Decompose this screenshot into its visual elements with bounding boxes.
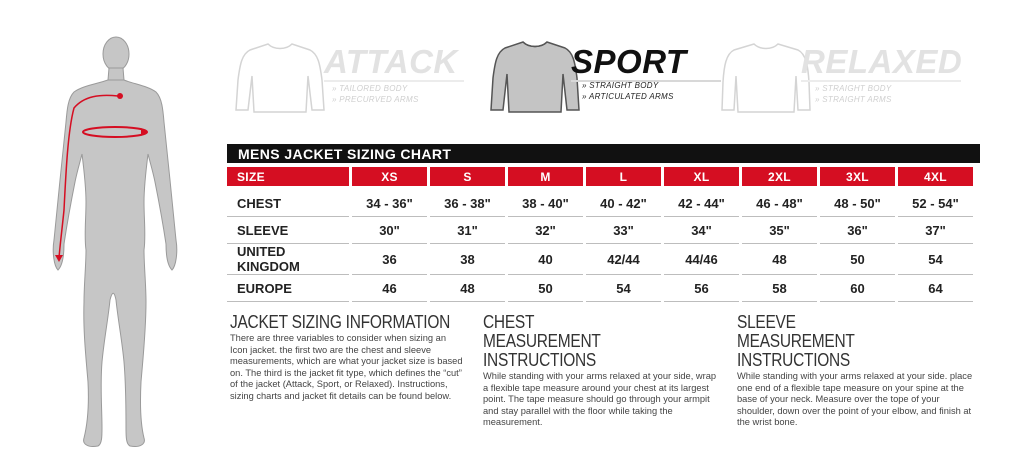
table-cell: 48 xyxy=(430,275,505,302)
jacket-sport-icon xyxy=(487,40,582,115)
chart-title-bar xyxy=(227,144,980,163)
info-title: CHEST MEASUREMENT INSTRUCTIONS xyxy=(483,312,601,370)
info-sleeve xyxy=(737,313,973,429)
table-cell: 34 - 36" xyxy=(352,186,427,217)
divider xyxy=(324,80,464,82)
table-row xyxy=(227,217,973,244)
info-title: SLEEVE MEASUREMENT INSTRUCTIONS xyxy=(737,312,855,370)
size-header: S xyxy=(430,167,505,186)
table-header-row xyxy=(227,167,973,186)
table-cell: 31" xyxy=(430,217,505,244)
size-header: XL xyxy=(664,167,739,186)
table-cell: 36 - 38" xyxy=(430,186,505,217)
table-cell: 48 xyxy=(742,244,817,275)
table-cell: 46 xyxy=(352,275,427,302)
fit-feature: » STRAIGHT ARMS xyxy=(815,95,892,104)
table-row xyxy=(227,186,973,217)
table-cell: 37" xyxy=(898,217,973,244)
fit-sport xyxy=(487,40,727,115)
table-cell: 44/46 xyxy=(664,244,739,275)
table-row xyxy=(227,244,973,275)
jacket-relaxed-icon xyxy=(718,40,813,115)
chart-title: MENS JACKET SIZING CHART xyxy=(238,146,452,162)
table-cell: 50 xyxy=(508,275,583,302)
table-cell: 42 - 44" xyxy=(664,186,739,217)
size-header: XS xyxy=(352,167,427,186)
sizing-table xyxy=(224,167,976,302)
table-cell: 40 - 42" xyxy=(586,186,661,217)
info-title: JACKET SIZING INFORMATION xyxy=(230,312,451,332)
table-cell: 52 - 54" xyxy=(898,186,973,217)
row-label: SLEEVE xyxy=(227,217,349,244)
table-cell: 36 xyxy=(352,244,427,275)
table-cell: 38 - 40" xyxy=(508,186,583,217)
info-chest xyxy=(483,313,719,429)
table-cell: 40 xyxy=(508,244,583,275)
table-cell: 35" xyxy=(742,217,817,244)
fit-feature: » STRAIGHT BODY xyxy=(582,81,659,90)
row-label: EUROPE xyxy=(227,275,349,302)
table-cell: 56 xyxy=(664,275,739,302)
size-header: 3XL xyxy=(820,167,895,186)
table-cell: 46 - 48" xyxy=(742,186,817,217)
table-cell: 54 xyxy=(898,244,973,275)
table-cell: 34" xyxy=(664,217,739,244)
table-cell: 64 xyxy=(898,275,973,302)
divider xyxy=(801,80,961,82)
fit-name: ATTACK xyxy=(324,43,458,80)
table-cell: 42/44 xyxy=(586,244,661,275)
info-text: While standing with your arms relaxed at your side, wrap a flexible tape measure around your chest at its largest point. The tape measure should go through your armpit and stay parallel with the floor while taking the measurement. xyxy=(483,371,717,428)
table-row xyxy=(227,275,973,302)
table-cell: 54 xyxy=(586,275,661,302)
header-label: SIZE xyxy=(227,167,349,186)
fit-relaxed xyxy=(718,40,978,115)
size-header: M xyxy=(508,167,583,186)
table-cell: 48 - 50" xyxy=(820,186,895,217)
size-header: 4XL xyxy=(898,167,973,186)
size-header: L xyxy=(586,167,661,186)
table-cell: 38 xyxy=(430,244,505,275)
fit-attack xyxy=(232,40,472,115)
table-cell: 58 xyxy=(742,275,817,302)
fit-name: SPORT xyxy=(571,43,687,80)
fit-feature: » STRAIGHT BODY xyxy=(815,84,892,93)
info-text: There are three variables to consider when sizing an Icon jacket. the first two are the chest and sleeve measurements, which are what your jacket size is based on. The third is the jacket fit type, which defines the “cut” of the jacket (Attack, Sport, or Relaxed). Instructions, sizing charts and jacket fit details can be found below. xyxy=(230,333,463,401)
info-text: While standing with your arms relaxed at your side. place one end of a flexible tape measure on your spine at the base of your neck. Measure over the tope of your shoulder, down over the point of your elbow, and finish at the wrist bone. xyxy=(737,371,973,428)
fit-feature: » ARTICULATED ARMS xyxy=(582,92,674,101)
fit-name: RELAXED xyxy=(801,43,963,80)
row-label: UNITED KINGDOM xyxy=(227,244,349,275)
table-cell: 33" xyxy=(586,217,661,244)
table-cell: 30" xyxy=(352,217,427,244)
jacket-attack-icon xyxy=(232,40,327,115)
row-label: CHEST xyxy=(227,186,349,217)
table-cell: 36" xyxy=(820,217,895,244)
table-cell: 60 xyxy=(820,275,895,302)
table-cell: 32" xyxy=(508,217,583,244)
fit-feature: » TAILORED BODY xyxy=(332,84,408,93)
body-measurement-figure xyxy=(40,30,180,455)
info-sizing xyxy=(230,313,466,403)
size-header: 2XL xyxy=(742,167,817,186)
table-cell: 50 xyxy=(820,244,895,275)
fit-feature: » PRECURVED ARMS xyxy=(332,95,419,104)
